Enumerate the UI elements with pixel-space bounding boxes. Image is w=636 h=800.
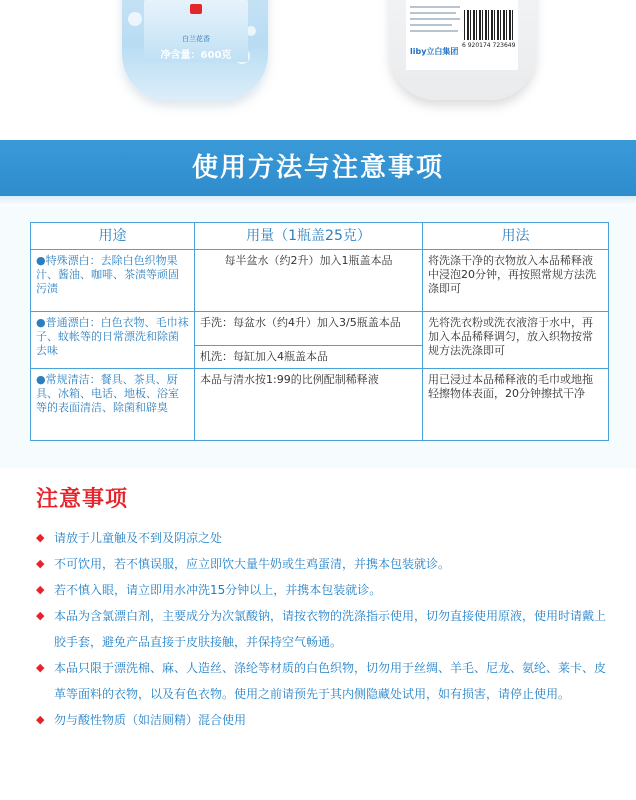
usage-table	[30, 222, 609, 441]
dosage-cell-handwash: 手洗：每盆水（约4升）加入3/5瓶盖本品	[195, 312, 423, 346]
table-header-row	[31, 223, 609, 250]
back-label	[406, 0, 518, 70]
notes-title: 注意事项	[36, 487, 129, 512]
note-text: 勿与酸性物质（如洁厕精）混合使用	[54, 713, 247, 727]
heading-shadow	[0, 196, 636, 206]
notes-list	[36, 525, 616, 733]
diamond-bullet-icon: ◆	[36, 531, 45, 544]
purpose-cell: ●普通漂白：白色衣物、毛巾袜子、蚊帐等的日常漂洗和除菌去味	[31, 312, 195, 369]
note-text: 本品为含氯漂白剂，主要成分为次氯酸钠，请按衣物的洗涤指示使用，切勿直接使用原液，使用时请戴上胶手套，避免产品直接于皮肤接触，并保持空气畅通。	[54, 609, 607, 649]
section-heading: 使用方法与注意事项	[191, 153, 444, 183]
col-header-dosage: 用量（1瓶盖25克）	[195, 223, 423, 250]
diamond-bullet-icon: ◆	[36, 583, 45, 596]
label-text-line	[410, 18, 460, 20]
section-heading-band	[0, 140, 636, 196]
note-text: 不可饮用，若不慎误服，应立即饮大量牛奶或生鸡蛋清，并携本包装就诊。	[54, 557, 451, 571]
bleach-bottle-back	[390, 0, 536, 100]
diamond-bullet-icon: ◆	[36, 609, 45, 622]
front-label	[144, 0, 248, 62]
label-text-line	[410, 30, 458, 32]
note-text: 本品只限于漂洗棉、麻、人造丝、涤纶等材质的白色织物，切勿用于丝绸、羊毛、尼龙、氨纶、莱卡、皮革等面料的衣物，以及有色衣物。使用之前请预先于其内侧隐藏处试用，如有损害，请停止使用。	[54, 661, 607, 701]
diamond-bullet-icon: ◆	[36, 713, 45, 726]
list-item	[36, 525, 616, 551]
label-text-line	[410, 12, 456, 14]
dosage-cell: 每半盆水（约2升）加入1瓶盖本品	[195, 250, 423, 312]
bleach-bottle-front	[122, 0, 268, 100]
note-text: 请放于儿童触及不到及阴凉之处	[54, 531, 223, 545]
product-volume: 净含量：600克	[160, 50, 232, 61]
diamond-bullet-icon: ◆	[36, 557, 45, 570]
note-text: 若不慎入眼，请立即用水冲洗15分钟以上，并携本包装就诊。	[54, 583, 382, 597]
bubble-decoration	[128, 12, 142, 26]
method-cell: 将洗涤干净的衣物放入本品稀释液中浸泡20分钟，再按照常规方法洗涤即可	[423, 250, 609, 312]
diamond-bullet-icon: ◆	[36, 661, 45, 674]
list-item	[36, 577, 616, 603]
table-row	[31, 369, 609, 441]
list-item	[36, 551, 616, 577]
barcode-icon	[464, 10, 514, 40]
col-header-method: 用法	[423, 223, 609, 250]
list-item	[36, 655, 616, 707]
list-item	[36, 603, 616, 655]
col-header-purpose: 用途	[31, 223, 195, 250]
purpose-cell: ●常规清洁：餐具、茶具、厨具、冰箱、电话、地板、浴室等的表面清洁、除菌和辟臭	[31, 369, 195, 441]
table-row	[31, 312, 609, 346]
label-text-line	[410, 6, 460, 8]
method-cell: 用已浸过本品稀释液的毛巾或地拖轻擦物体表面，20分钟擦拭干净	[423, 369, 609, 441]
product-photo-strip	[0, 0, 636, 128]
purpose-cell: ●特殊漂白：去除白色织物果汁、酱油、咖啡、茶渍等顽固污渍	[31, 250, 195, 312]
barcode-number: 6 920174 723649	[462, 42, 516, 49]
list-item	[36, 707, 616, 733]
method-cell: 先将洗衣粉或洗衣液溶于水中，再加入本品稀释调匀，放入织物按常规方法洗涤即可	[423, 312, 609, 369]
brand-logo-icon	[190, 4, 202, 14]
dosage-cell-machine: 机洗：每缸加入4瓶盖本品	[195, 346, 423, 369]
product-scent: 白兰花香	[182, 35, 210, 43]
brand-name: liby立白集团	[410, 47, 459, 56]
dosage-cell: 本品与清水按1:99的比例配制稀释液	[195, 369, 423, 441]
label-text-line	[410, 24, 452, 26]
table-row	[31, 250, 609, 312]
